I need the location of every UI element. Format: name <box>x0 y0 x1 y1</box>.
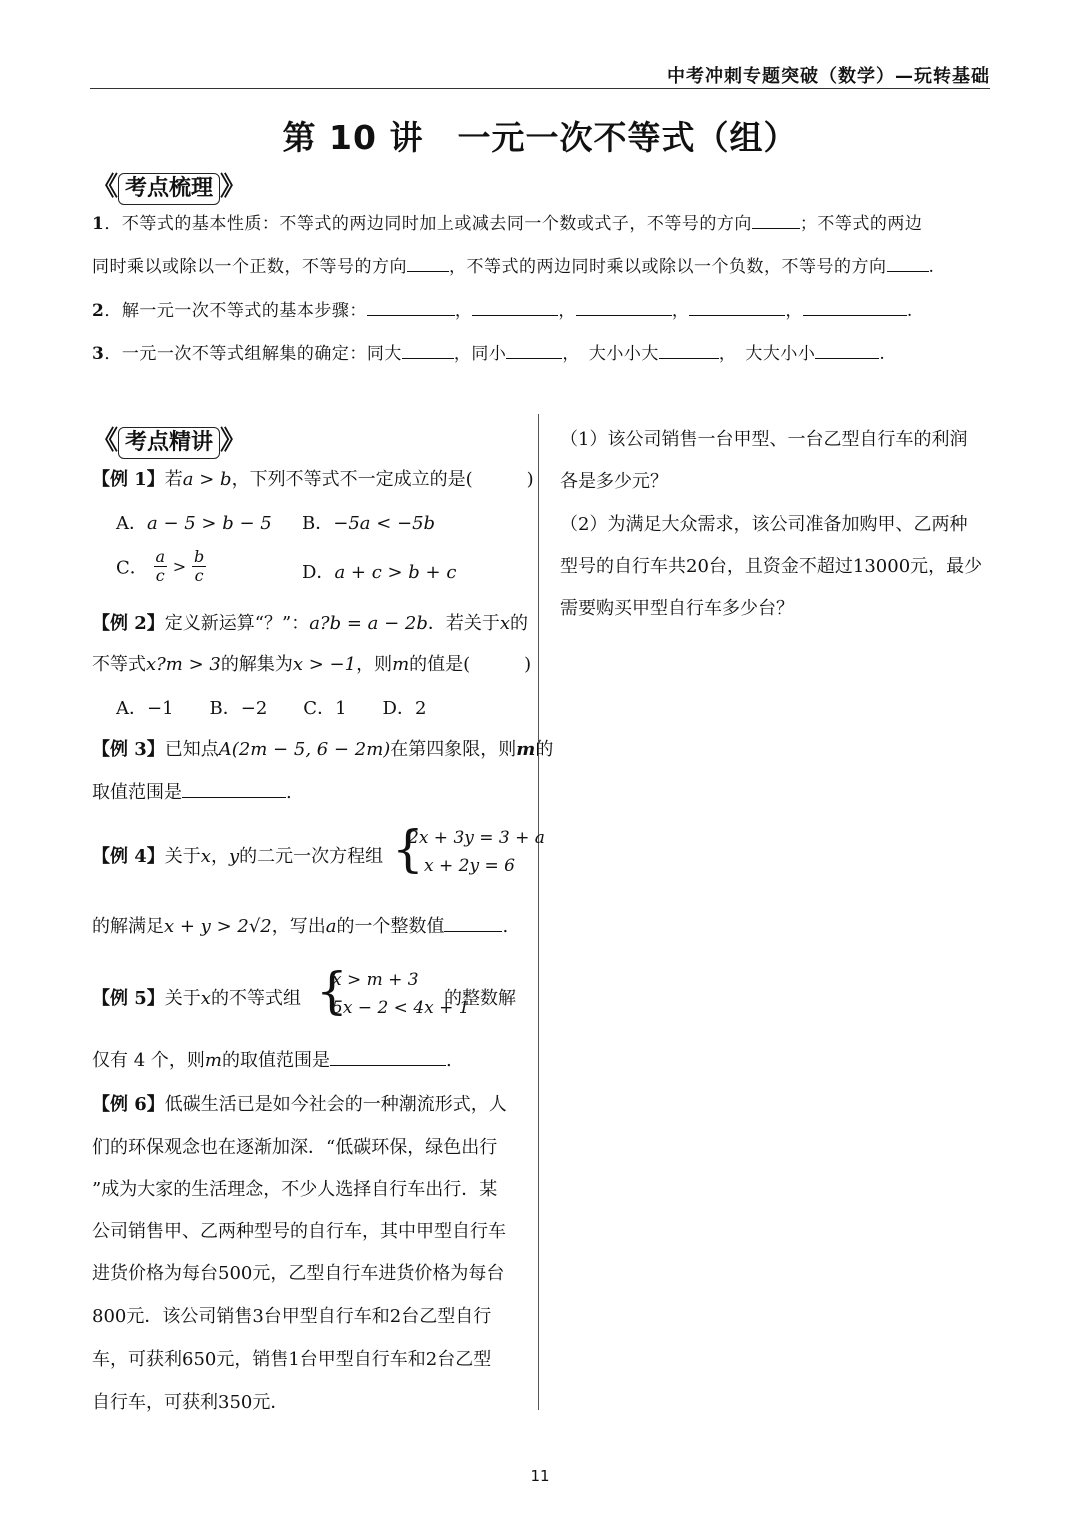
example-6-question-2-line-1: （2）为满足大众需求，该公司准备加购甲、乙两种 <box>560 514 968 535</box>
text: 的二元一次方程组 <box>239 846 384 867</box>
example-6-question-1-line-2: 各是多少元？ <box>560 471 668 492</box>
example-label: 【例 6】 <box>92 1094 165 1115</box>
fraction <box>154 548 168 585</box>
example-2-line-1 <box>92 609 528 635</box>
fraction <box>192 548 206 585</box>
fill-blank[interactable] <box>815 342 879 359</box>
text: 的 <box>535 739 554 760</box>
text: . <box>445 1050 452 1071</box>
math: m <box>392 654 410 675</box>
text: 关于 <box>164 988 201 1009</box>
item-text: ．不等式的基本性质：不等式的两边同时加上或减去同一个数或式子，不等号的方向 <box>104 214 752 234</box>
item-number: 2 <box>92 301 105 321</box>
text: ．若关于 <box>427 613 500 634</box>
text: 的一个整数值 <box>336 916 445 937</box>
fill-blank[interactable] <box>576 299 672 316</box>
example-6-line-1 <box>92 1090 507 1116</box>
system-brace: { <box>316 962 348 1020</box>
example-6-line-7: 车，可获利650元，销售1台甲型自行车和2台乙型 <box>92 1349 492 1370</box>
example-1-option-d[interactable] <box>302 558 456 584</box>
option-letter: C． <box>116 557 148 579</box>
example-3-line-2 <box>92 778 292 804</box>
example-4-stem <box>92 842 383 868</box>
text: . <box>502 916 509 937</box>
text: . <box>286 782 292 803</box>
example-2-options[interactable]: A．−1 B．−2 C．1 D．2 <box>116 698 427 719</box>
math: a − 5 > b − 5 <box>147 513 272 534</box>
example-6-question-2-line-2: 型号的自行车共20台，且资金不超过13000元，最少 <box>560 556 983 577</box>
section-tag-lecture-label: 考点精讲 <box>118 427 220 459</box>
example-label: 【例 5】 <box>92 988 165 1009</box>
item-text: ．一元一次不等式组解集的确定：同大 <box>104 344 402 364</box>
option-letter: B． <box>302 513 334 534</box>
text: 的解集为 <box>220 654 293 675</box>
example-6-line-4: 公司销售甲、乙两种型号的自行车，其中甲型自行车 <box>92 1221 506 1242</box>
page-number: 11 <box>530 1467 550 1485</box>
item-number: 1 <box>92 214 105 234</box>
text: ，则 <box>356 654 393 675</box>
section-tag-review: 《 考点梳理 》 <box>92 166 246 205</box>
separator: ， <box>671 301 690 321</box>
equation-system <box>408 824 545 880</box>
text: 的取值范围是 <box>221 1050 330 1071</box>
math: a + c > b + c <box>334 562 457 583</box>
text: ，下列不等式不一定成立的是( ) <box>231 469 534 490</box>
item-text: ， 大大小小 <box>718 344 816 364</box>
fill-blank[interactable] <box>444 915 502 932</box>
numerator: a <box>155 547 166 566</box>
text: 仅有 4 个，则 <box>92 1050 205 1071</box>
math: a <box>325 916 337 937</box>
example-6-question-1-line-1: （1）该公司销售一台甲型、一台乙型自行车的利润 <box>560 429 968 450</box>
math: m <box>204 1050 222 1071</box>
example-2-line-2 <box>92 650 531 676</box>
page-title: 第 10 讲 一元一次不等式（组） <box>282 118 798 157</box>
review-item-1-line-1 <box>92 212 922 235</box>
math: x?m > 3 <box>146 654 221 675</box>
example-5-stem <box>92 984 301 1010</box>
equation-1: 2x + 3y = 3 + a <box>408 828 545 848</box>
fill-blank[interactable] <box>506 342 562 359</box>
example-6-question-2-line-3: 需要购买甲型自行车多少台？ <box>560 598 794 619</box>
fill-blank[interactable] <box>182 781 286 798</box>
example-3-line-1 <box>92 735 553 761</box>
text: 的解满足 <box>92 916 164 937</box>
item-number: 3 <box>92 344 105 364</box>
example-6-line-6: 800元．该公司销售3台甲型自行车和2台乙型自行 <box>92 1306 492 1327</box>
text: ，写出 <box>271 916 326 937</box>
header-rule <box>90 88 990 89</box>
example-1-option-c[interactable]: C． $\frac{a}{c}$ > $\frac{b}{c}$ <box>116 547 205 585</box>
example-1-stem <box>92 465 534 491</box>
math: a > b <box>182 469 232 490</box>
example-6-line-8: 自行车，可获利350元． <box>92 1392 289 1413</box>
separator: ， <box>785 301 803 321</box>
math: x <box>499 613 511 634</box>
text: 的值是( ) <box>409 654 532 675</box>
example-label: 【例 3】 <box>92 739 165 760</box>
text: 在第四象限，则 <box>390 739 517 760</box>
math: x <box>200 846 211 867</box>
fill-blank[interactable] <box>402 342 454 359</box>
section-tag-lecture: 《 考点精讲 》 <box>92 420 246 459</box>
inequality-2: 5x − 2 < 4x + 1 <box>332 998 470 1018</box>
math: x > −1 <box>292 654 357 675</box>
text: 定义新运算“？”： <box>164 613 310 634</box>
example-6-line-5: 进货价格为每台500元，乙型自行车进货价格为每台 <box>92 1263 505 1284</box>
text: 若 <box>164 469 183 490</box>
text: 关于 <box>164 846 201 867</box>
numerator: b <box>193 547 205 566</box>
item-text: ， 大小小大 <box>562 344 659 364</box>
item-text: ．解一元一次不等式的基本步骤： <box>104 301 367 321</box>
option-letter: A． <box>116 513 147 534</box>
math: a?b = a − 2b <box>309 613 428 634</box>
text: 低碳生活已是如今社会的一种潮流形式，人 <box>164 1094 507 1115</box>
math: m <box>516 739 536 760</box>
review-item-1-line-2 <box>92 255 934 278</box>
separator: ， <box>454 301 473 321</box>
example-1-option-b[interactable] <box>302 509 435 535</box>
example-6-line-3: ”成为大家的生活理念，不少人选择自行车出行．某 <box>92 1179 498 1200</box>
text: ， <box>210 846 229 867</box>
item-text: 同时乘以或除以一个正数，不等号的方向 <box>92 257 407 277</box>
example-label: 【例 2】 <box>92 613 165 634</box>
example-label: 【例 4】 <box>92 846 165 867</box>
example-5-line-2 <box>92 1046 452 1072</box>
fill-blank[interactable] <box>367 299 455 316</box>
math: y <box>228 846 240 867</box>
text: 取值范围是 <box>92 782 182 803</box>
fill-blank[interactable] <box>472 299 558 316</box>
math: A(2m − 5, 6 − 2m) <box>218 739 391 760</box>
example-5-stem-end: 的整数解 <box>444 988 516 1009</box>
example-label: 【例 1】 <box>92 469 165 490</box>
fill-blank[interactable] <box>659 342 719 359</box>
fill-blank[interactable] <box>330 1049 446 1066</box>
option-letter: D． <box>302 562 335 583</box>
inequality-1: x > m + 3 <box>332 970 419 990</box>
text: 已知点 <box>164 739 219 760</box>
running-header: 中考冲刺专题突破（数学）—玩转基础 <box>667 66 990 87</box>
system-brace: { <box>392 820 424 878</box>
item-text: ，同小 <box>453 344 507 364</box>
text: 的 <box>510 613 529 634</box>
fill-blank[interactable] <box>752 212 800 229</box>
denominator: c <box>155 566 165 585</box>
separator: ， <box>558 301 576 321</box>
math: x <box>200 988 211 1009</box>
example-6-line-2: 们的环保观念也在逐渐加深．“低碳环保，绿色出行 <box>92 1137 498 1158</box>
review-item-3 <box>92 342 885 365</box>
fill-blank[interactable] <box>407 255 449 272</box>
denominator: c <box>194 566 204 585</box>
item-text: ；不等式的两边 <box>799 214 923 234</box>
math: x + y > 2√2 <box>164 916 272 937</box>
math: −5a < −5b <box>333 513 436 534</box>
fill-blank[interactable] <box>887 255 929 272</box>
fill-blank[interactable] <box>803 299 907 316</box>
equation-2: x + 2y = 6 <box>424 856 515 876</box>
example-1-option-a[interactable] <box>116 509 272 535</box>
separator: . <box>906 301 913 321</box>
example-4-line-2 <box>92 912 508 938</box>
fill-blank[interactable] <box>689 299 785 316</box>
item-text: . <box>928 257 935 277</box>
item-text: ，不等式的两边同时乘以或除以一个负数，不等号的方向 <box>449 257 887 277</box>
column-divider <box>538 414 539 1410</box>
review-item-2 <box>92 299 913 322</box>
item-text: . <box>879 344 886 364</box>
text: 的不等式组 <box>210 988 301 1009</box>
text: 不等式 <box>92 654 146 675</box>
section-tag-review-label: 考点梳理 <box>118 173 220 205</box>
